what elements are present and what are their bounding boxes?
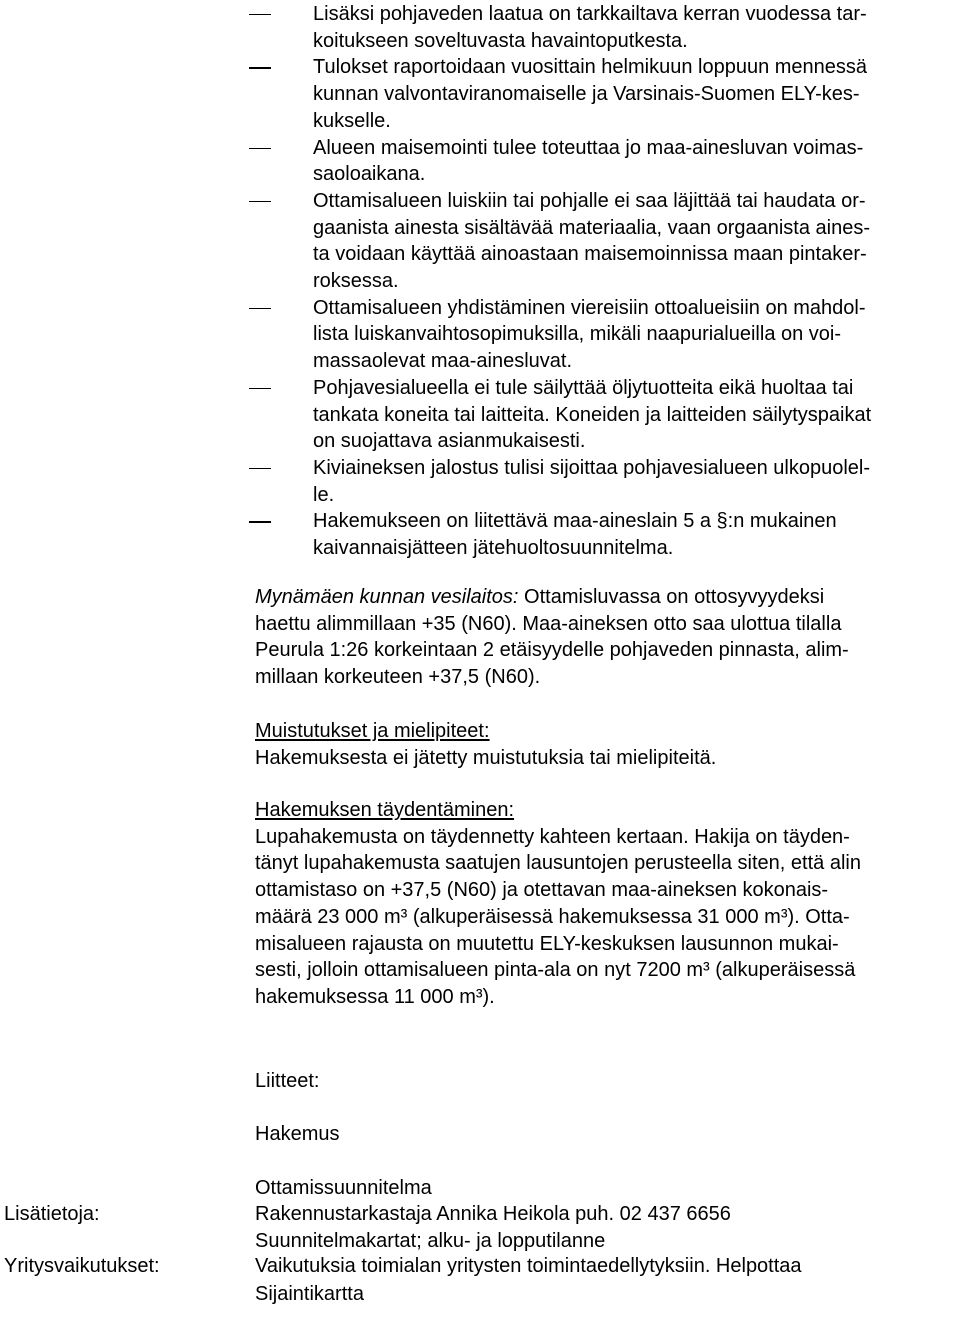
taydentaminen-section [255,797,960,1011]
lisatietoja-label: Lisätietoja: [4,1203,100,1225]
dash-bullet-icon [249,308,271,309]
list-item [0,188,960,295]
dash-bullet-icon [249,148,271,149]
list-item-text: Hakemukseen on liitettävä maa-aineslain 5 a §:n mukainen kaivannaisjätteen jätehuoltosuunnitelma. [313,510,837,560]
taydentaminen-text: Lupahakemusta on täydennetty kahteen kertaan. Hakija on täyden- tänyt lupahakemusta saatujen lausuntojen perusteella siten, että alin ottamistaso on +37,5 (N60) ja otettavan maa-aineksen kokonais- määrä 23 000 m³ (alkuperäisessä hakemuksessa 31 000 m³). Otta- misalueen rajausta on muutettu ELY-keskuksen lausunnon mukai- sesti, jolloin ottamisalueen pinta-ala on nyt 7200 m³ (alkuperäisessä hakemuksessa 11 000 m³). [255,825,861,1008]
yritysvaikutukset-value: Vaikutuksia toimialan yritysten toimintaedellytyksiin. Helpottaa [255,1255,802,1277]
list-item-text: Tulokset raportoidaan vuosittain helmikuun loppuun mennessä kunnan valvontaviranomaiselle ja Varsinais-Suomen ELY-kes- kukselle. [313,56,868,132]
vesilaitos-text: Ottamisluvassa on ottosyvyydeksi haettu alimmillaan +35 (N60). Maa-aineksen otto saa ulottua tilalla Peurula 1:26 korkeintaan 2 etäisyydelle pohjaveden pinnasta, alim- millaan korkeuteen +37,5 (N60). [255,586,849,689]
vesilaitos-paragraph [255,584,960,691]
list-item [0,455,960,508]
list-item-text: Kiviaineksen jalostus tulisi sijoittaa pohjavesialueen ulkopuolel- le. [313,456,870,506]
list-item [0,508,960,561]
taydentaminen-heading: Hakemuksen täydentäminen: [255,799,515,821]
list-item [0,54,960,134]
liitteet-item: Ottamissuunnitelma [255,1176,432,1199]
list-item [0,1,960,54]
conditions-list [0,1,960,562]
muistutukset-text: Hakemuksesta ei jätetty muistutuksia tai mielipiteitä. [255,746,717,769]
liitteet-section [255,1041,960,1335]
yritysvaikutukset-label: Yritysvaikutukset: [4,1255,160,1277]
dash-bullet-icon [249,521,271,522]
list-item-text: Alueen maisemointi tulee toteuttaa jo maa-ainesluvan voimas- saoloaikana. [313,136,864,186]
list-item-text: Pohjavesialueella ei tule säilyttää öljytuotteita eikä huoltaa tai tankata koneita tai laitteita. Koneiden ja laitteiden säilytyspaikat on suojattava asianmukaisesti. [313,376,872,453]
liitteet-heading: Liitteet: [255,1069,320,1092]
liitteet-item: Hakemus [255,1123,340,1146]
dash-bullet-icon [249,14,271,15]
list-item-text: Ottamisalueen luiskiin tai pohjalle ei saa läjittää tai haudata or- gaanista ainesta sisältävää materiaalia, vaan orgaanista aines- ta voidaan käyttää ainoastaan maisemoinnissa maan pintaker- roksessa. [313,189,871,293]
muistutukset-heading: Muistutukset ja mielipiteet: [255,720,490,742]
list-item [0,375,960,455]
dash-bullet-icon [249,468,271,469]
list-item [0,295,960,375]
vesilaitos-label: Mynämäen kunnan vesilaitos: [255,586,519,608]
liitteet-item: Sijaintikartta [255,1283,364,1306]
liitteet-item: Suunnitelmakartat; alku- ja lopputilanne [255,1229,606,1252]
list-item [0,135,960,188]
lisatietoja-value: Rakennustarkastaja Annika Heikola puh. 02 437 6656 [255,1203,731,1225]
list-item-text: Lisäksi pohjaveden laatua on tarkkailtava kerran vuodessa tar- koitukseen soveltuvasta havaintoputkesta. [313,3,867,52]
dash-bullet-icon [249,388,271,389]
dash-bullet-icon [249,201,271,202]
muistutukset-section [255,718,960,771]
list-item-text: Ottamisalueen yhdistäminen viereisiin ottoalueisiin on mahdol- lista luiskanvaihtosopimuksilla, mikäli naapurialueilla on voi- massaolevat maa-ainesluvat. [313,296,866,373]
dash-bullet-icon [249,67,271,68]
